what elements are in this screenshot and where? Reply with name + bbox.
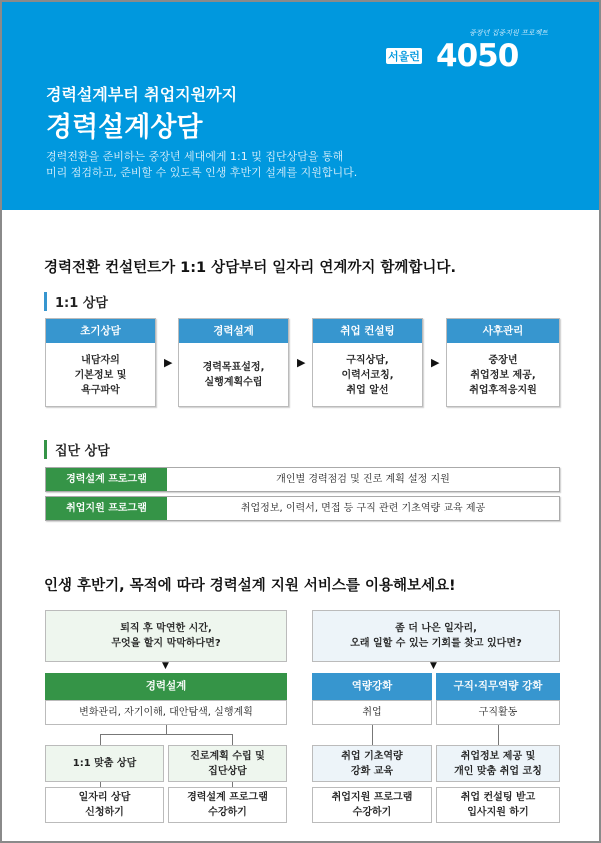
program-label: 경력설계 프로그램 xyxy=(46,468,167,491)
right-bar: 역량강화 xyxy=(312,673,432,700)
action-box: 취업 컨설팅 받고 입사지원 하기 xyxy=(436,787,560,823)
left-bar: 경력설계 xyxy=(45,673,287,700)
arrow-down-icon: ▼ xyxy=(162,661,169,671)
right-bar: 구직·직무역량 강화 xyxy=(436,673,560,700)
right-question: 좀 더 나은 일자리, 오래 일할 수 있는 기회를 찾고 있다면? xyxy=(312,610,560,662)
group-row xyxy=(45,467,560,492)
group-row xyxy=(45,496,560,521)
logo-number: 4050 xyxy=(436,38,519,74)
step-title: 초기상담 xyxy=(46,319,155,343)
arrow-right-icon: ▶ xyxy=(164,356,173,369)
hero-banner xyxy=(2,2,599,210)
program-text: 취업정보, 이력서, 면접 등 구직 관련 기초역량 교육 제공 xyxy=(240,503,486,514)
service-box: 취업 기초역량 강화 교육 xyxy=(312,745,432,782)
desc-line: 경력전환을 준비하는 중장년 세대에게 1:1 및 집단상담을 통해 xyxy=(46,150,344,163)
connector xyxy=(166,725,167,734)
connector xyxy=(100,734,233,735)
arrow-down-icon: ▼ xyxy=(430,661,437,671)
right-detail: 구직활동 xyxy=(436,700,560,725)
connector xyxy=(372,725,373,745)
logo-seoul: 서울런 xyxy=(388,50,420,63)
desc-line: 미리 점검하고, 준비할 수 있도록 인생 후반기 설계를 지원합니다. xyxy=(46,166,358,179)
action-box: 경력설계 프로그램 수강하기 xyxy=(168,787,287,823)
connector xyxy=(232,734,233,745)
step-job-consulting xyxy=(312,318,423,407)
program-text: 개인별 경력점검 및 진로 계획 설정 지원 xyxy=(276,474,450,485)
logo-tagline: 중장년 집중지원 프로젝트 xyxy=(469,29,548,37)
action-box: 취업지원 프로그램 수강하기 xyxy=(312,787,432,823)
hero-description xyxy=(46,149,357,181)
section1-heading: 경력전환 컨설턴트가 1:1 상담부터 일자리 연계까지 함께합니다. xyxy=(44,260,456,276)
hero-subtitle: 경력설계부터 취업지원까지 xyxy=(46,85,238,104)
seoul-learn-4050-logo xyxy=(386,28,566,78)
program-label: 취업지원 프로그램 xyxy=(46,497,167,520)
service-box: 취업정보 제공 및 개인 맞춤 취업 코칭 xyxy=(436,745,560,782)
service-box: 1:1 맞춤 상담 xyxy=(45,745,164,782)
left-question: 퇴직 후 막연한 시간, 무엇을 할지 막막하다면? xyxy=(45,610,287,662)
group-title: 집단 상담 xyxy=(44,440,110,459)
step-initial xyxy=(45,318,156,407)
connector xyxy=(100,734,101,745)
step-body: 내담자의 기본정보 및 욕구파악 xyxy=(74,354,127,396)
arrow-right-icon: ▶ xyxy=(431,356,440,369)
action-box: 일자리 상담 신청하기 xyxy=(45,787,164,823)
service-box: 진로계획 수립 및 집단상담 xyxy=(168,745,287,782)
left-detail: 변화관리, 자기이해, 대안탐색, 실행계획 xyxy=(45,700,287,725)
page-title: 경력설계상담 xyxy=(46,112,203,143)
right-detail: 취업 xyxy=(312,700,432,725)
step-title: 취업 컨설팅 xyxy=(313,319,422,343)
step-career-design xyxy=(178,318,289,407)
arrow-right-icon: ▶ xyxy=(297,356,306,369)
one-on-one-title: 1:1 상담 xyxy=(44,292,108,311)
step-follow-up xyxy=(446,318,560,407)
step-body: 경력목표설정, 실행계획수립 xyxy=(202,362,265,388)
step-title: 사후관리 xyxy=(447,319,559,343)
section2-heading: 인생 후반기, 목적에 따라 경력설계 지원 서비스를 이용해보세요! xyxy=(44,578,456,594)
step-body: 중장년 취업정보 제공, 취업후적응지원 xyxy=(469,354,537,396)
step-title: 경력설계 xyxy=(179,319,288,343)
connector xyxy=(498,725,499,745)
step-body: 구직상담, 이력서코칭, 취업 알선 xyxy=(341,354,394,396)
